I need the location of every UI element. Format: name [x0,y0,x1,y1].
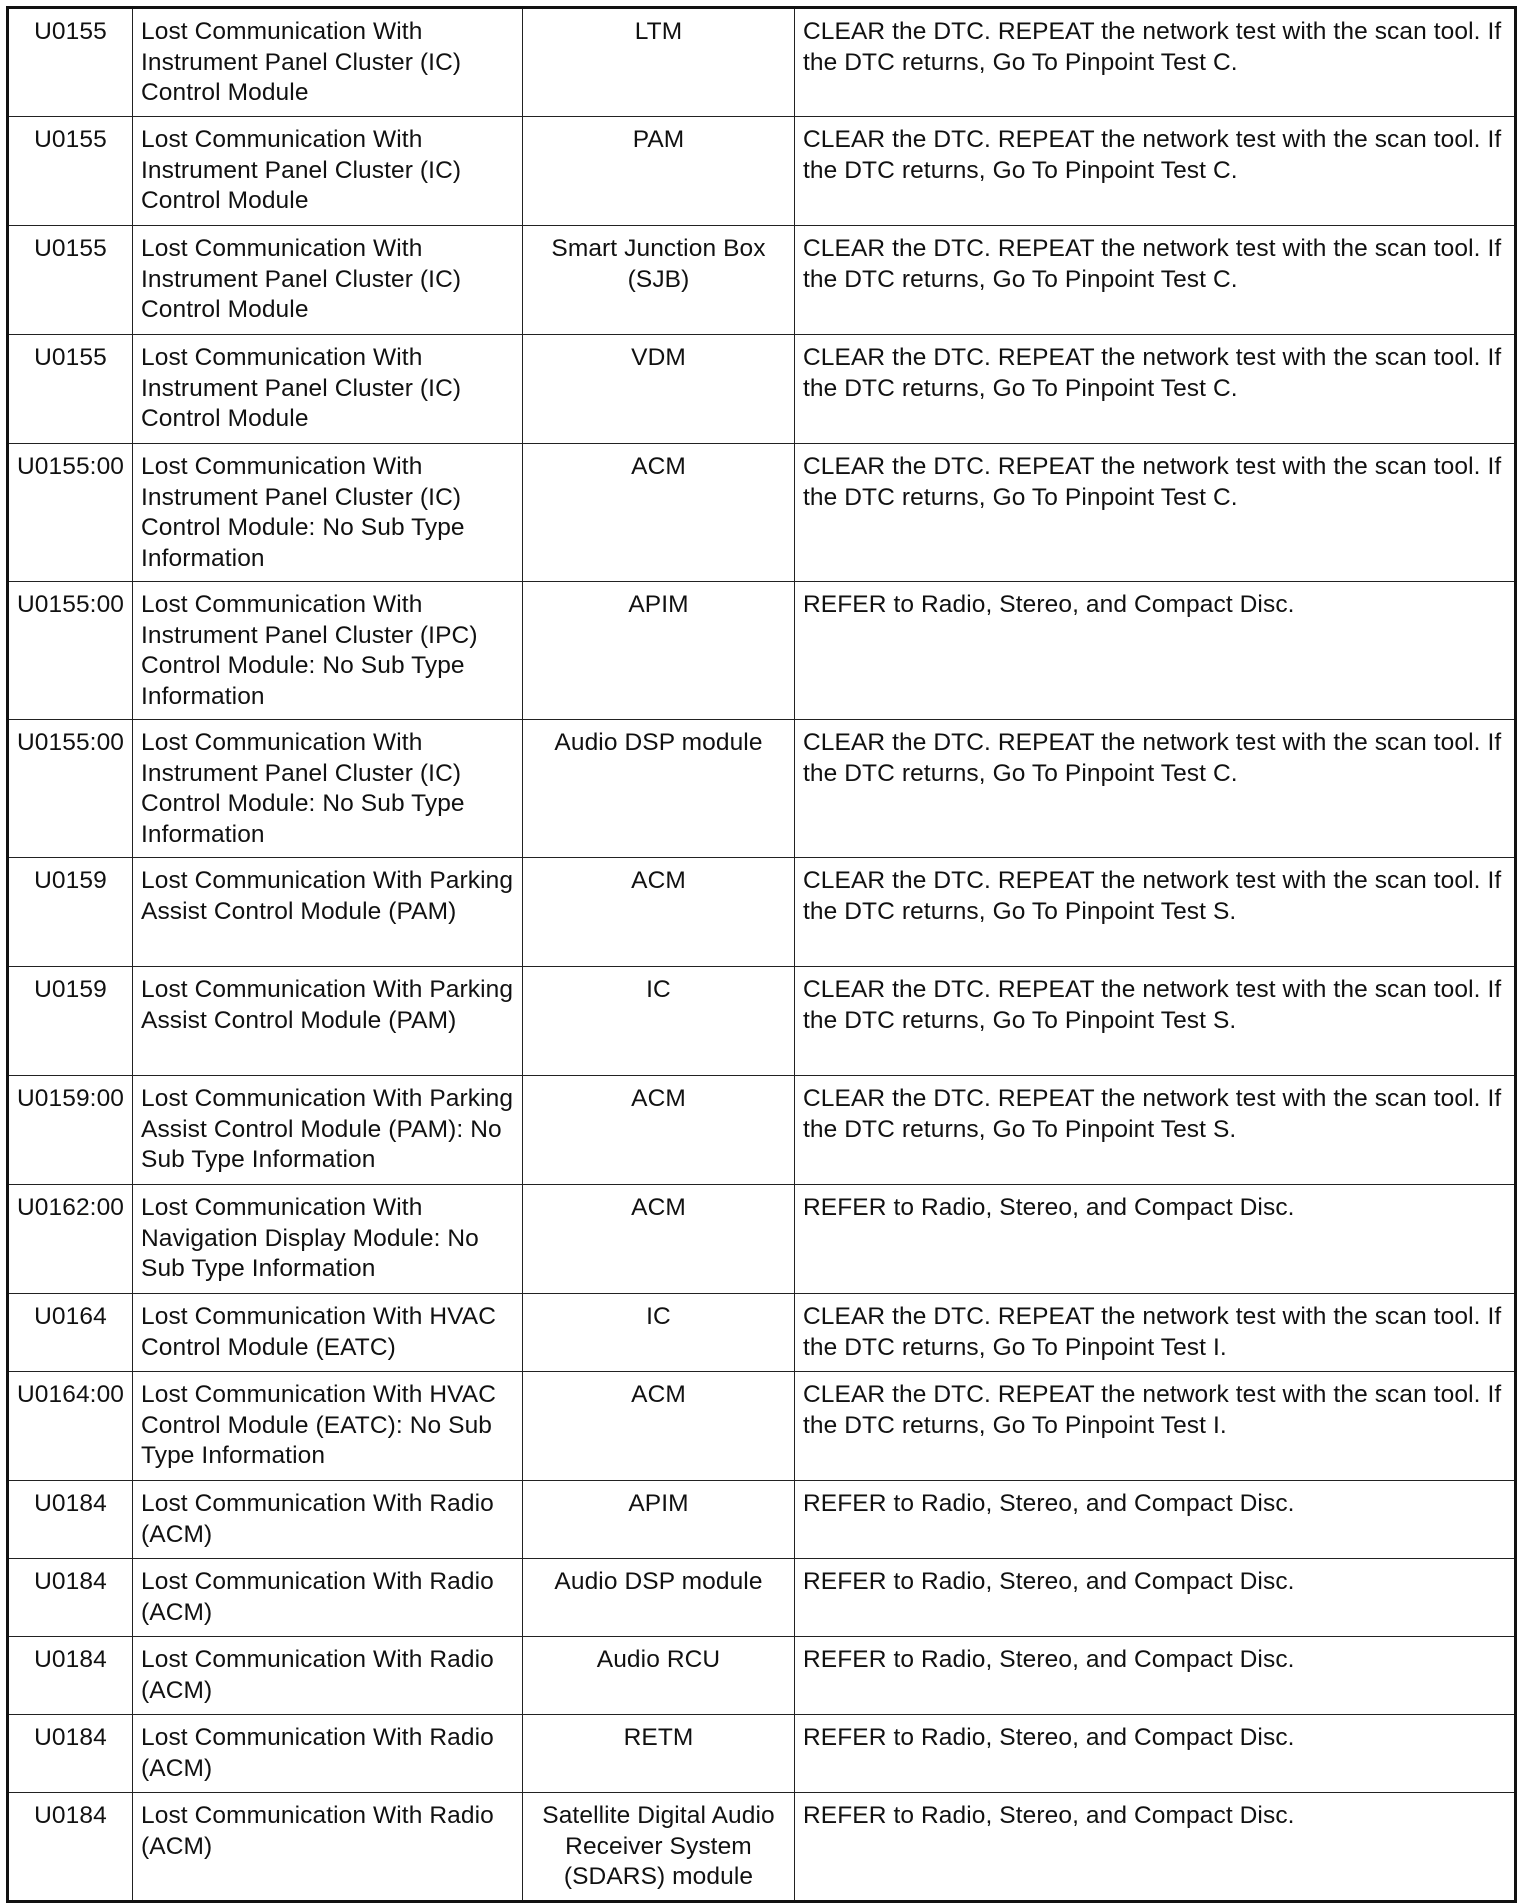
table-row [8,582,1516,720]
dtc-description-cell: Lost Communication With Instrument Panel Cluster (IC) Control Module [133,335,523,444]
module-cell: ACM [523,858,795,967]
module-cell: ACM [523,444,795,582]
module-cell: APIM [523,1481,795,1559]
dtc-description-cell: Lost Communication With Radio (ACM) [133,1715,523,1793]
module-cell: VDM [523,335,795,444]
action-cell: REFER to Radio, Stereo, and Compact Disc. [795,1481,1516,1559]
table-row [8,1294,1516,1372]
dtc-code-cell: U0184 [8,1559,133,1637]
dtc-table-body [8,8,1516,1902]
dtc-description-cell: Lost Communication With Parking Assist Control Module (PAM): No Sub Type Information [133,1076,523,1185]
dtc-code-cell: U0159:00 [8,1076,133,1185]
module-cell: APIM [523,582,795,720]
dtc-code-cell: U0164 [8,1294,133,1372]
module-cell: RETM [523,1715,795,1793]
document-page [6,6,1514,1903]
dtc-code-cell: U0155:00 [8,720,133,858]
module-cell: Smart Junction Box (SJB) [523,226,795,335]
action-cell: REFER to Radio, Stereo, and Compact Disc. [795,1185,1516,1294]
module-cell: LTM [523,8,795,117]
module-cell: ACM [523,1076,795,1185]
table-row [8,1793,1516,1902]
action-cell: REFER to Radio, Stereo, and Compact Disc. [795,1793,1516,1902]
dtc-description-cell: Lost Communication With Instrument Panel Cluster (IC) Control Module: No Sub Type Information [133,444,523,582]
dtc-code-cell: U0164:00 [8,1372,133,1481]
dtc-code-cell: U0155 [8,335,133,444]
table-row [8,1185,1516,1294]
dtc-code-cell: U0159 [8,967,133,1076]
dtc-description-cell: Lost Communication With Instrument Panel Cluster (IC) Control Module [133,8,523,117]
module-cell: Audio RCU [523,1637,795,1715]
dtc-code-cell: U0184 [8,1793,133,1902]
dtc-code-cell: U0162:00 [8,1185,133,1294]
action-cell: CLEAR the DTC. REPEAT the network test with the scan tool. If the DTC returns, Go To Pinpoint Test S. [795,967,1516,1076]
dtc-code-cell: U0155:00 [8,582,133,720]
action-cell: CLEAR the DTC. REPEAT the network test with the scan tool. If the DTC returns, Go To Pinpoint Test C. [795,8,1516,117]
dtc-description-cell: Lost Communication With Instrument Panel Cluster (IPC) Control Module: No Sub Type Information [133,582,523,720]
dtc-description-cell: Lost Communication With Instrument Panel Cluster (IC) Control Module: No Sub Type Information [133,720,523,858]
table-row [8,117,1516,226]
action-cell: REFER to Radio, Stereo, and Compact Disc. [795,1715,1516,1793]
dtc-code-cell: U0155 [8,117,133,226]
action-cell: CLEAR the DTC. REPEAT the network test with the scan tool. If the DTC returns, Go To Pinpoint Test I. [795,1372,1516,1481]
action-cell: CLEAR the DTC. REPEAT the network test with the scan tool. If the DTC returns, Go To Pinpoint Test S. [795,858,1516,967]
module-cell: ACM [523,1372,795,1481]
module-cell: ACM [523,1185,795,1294]
dtc-description-cell: Lost Communication With HVAC Control Module (EATC): No Sub Type Information [133,1372,523,1481]
module-cell: Audio DSP module [523,1559,795,1637]
table-row [8,720,1516,858]
table-row [8,1372,1516,1481]
dtc-code-cell: U0159 [8,858,133,967]
dtc-description-cell: Lost Communication With Parking Assist Control Module (PAM) [133,858,523,967]
table-row [8,335,1516,444]
table-row [8,1559,1516,1637]
table-row [8,1637,1516,1715]
action-cell: REFER to Radio, Stereo, and Compact Disc. [795,582,1516,720]
dtc-code-cell: U0155 [8,226,133,335]
dtc-description-cell: Lost Communication With Parking Assist Control Module (PAM) [133,967,523,1076]
module-cell: Audio DSP module [523,720,795,858]
table-row [8,226,1516,335]
dtc-description-cell: Lost Communication With Navigation Display Module: No Sub Type Information [133,1185,523,1294]
table-row [8,8,1516,117]
dtc-code-cell: U0184 [8,1715,133,1793]
dtc-code-cell: U0184 [8,1637,133,1715]
dtc-code-cell: U0184 [8,1481,133,1559]
dtc-description-cell: Lost Communication With Radio (ACM) [133,1793,523,1902]
dtc-table [6,6,1517,1903]
table-row [8,967,1516,1076]
module-cell: Satellite Digital Audio Receiver System (SDARS) module [523,1793,795,1902]
dtc-description-cell: Lost Communication With HVAC Control Module (EATC) [133,1294,523,1372]
module-cell: PAM [523,117,795,226]
action-cell: REFER to Radio, Stereo, and Compact Disc. [795,1637,1516,1715]
action-cell: CLEAR the DTC. REPEAT the network test with the scan tool. If the DTC returns, Go To Pinpoint Test S. [795,1076,1516,1185]
dtc-description-cell: Lost Communication With Radio (ACM) [133,1481,523,1559]
dtc-description-cell: Lost Communication With Radio (ACM) [133,1559,523,1637]
table-row [8,1715,1516,1793]
dtc-description-cell: Lost Communication With Radio (ACM) [133,1637,523,1715]
action-cell: CLEAR the DTC. REPEAT the network test with the scan tool. If the DTC returns, Go To Pinpoint Test I. [795,1294,1516,1372]
table-row [8,1076,1516,1185]
dtc-description-cell: Lost Communication With Instrument Panel Cluster (IC) Control Module [133,226,523,335]
dtc-code-cell: U0155:00 [8,444,133,582]
module-cell: IC [523,967,795,1076]
action-cell: CLEAR the DTC. REPEAT the network test with the scan tool. If the DTC returns, Go To Pinpoint Test C. [795,335,1516,444]
dtc-description-cell: Lost Communication With Instrument Panel Cluster (IC) Control Module [133,117,523,226]
action-cell: CLEAR the DTC. REPEAT the network test with the scan tool. If the DTC returns, Go To Pinpoint Test C. [795,444,1516,582]
table-row [8,1481,1516,1559]
action-cell: REFER to Radio, Stereo, and Compact Disc. [795,1559,1516,1637]
action-cell: CLEAR the DTC. REPEAT the network test with the scan tool. If the DTC returns, Go To Pinpoint Test C. [795,720,1516,858]
action-cell: CLEAR the DTC. REPEAT the network test with the scan tool. If the DTC returns, Go To Pinpoint Test C. [795,226,1516,335]
dtc-code-cell: U0155 [8,8,133,117]
action-cell: CLEAR the DTC. REPEAT the network test with the scan tool. If the DTC returns, Go To Pinpoint Test C. [795,117,1516,226]
module-cell: IC [523,1294,795,1372]
table-row [8,444,1516,582]
table-row [8,858,1516,967]
